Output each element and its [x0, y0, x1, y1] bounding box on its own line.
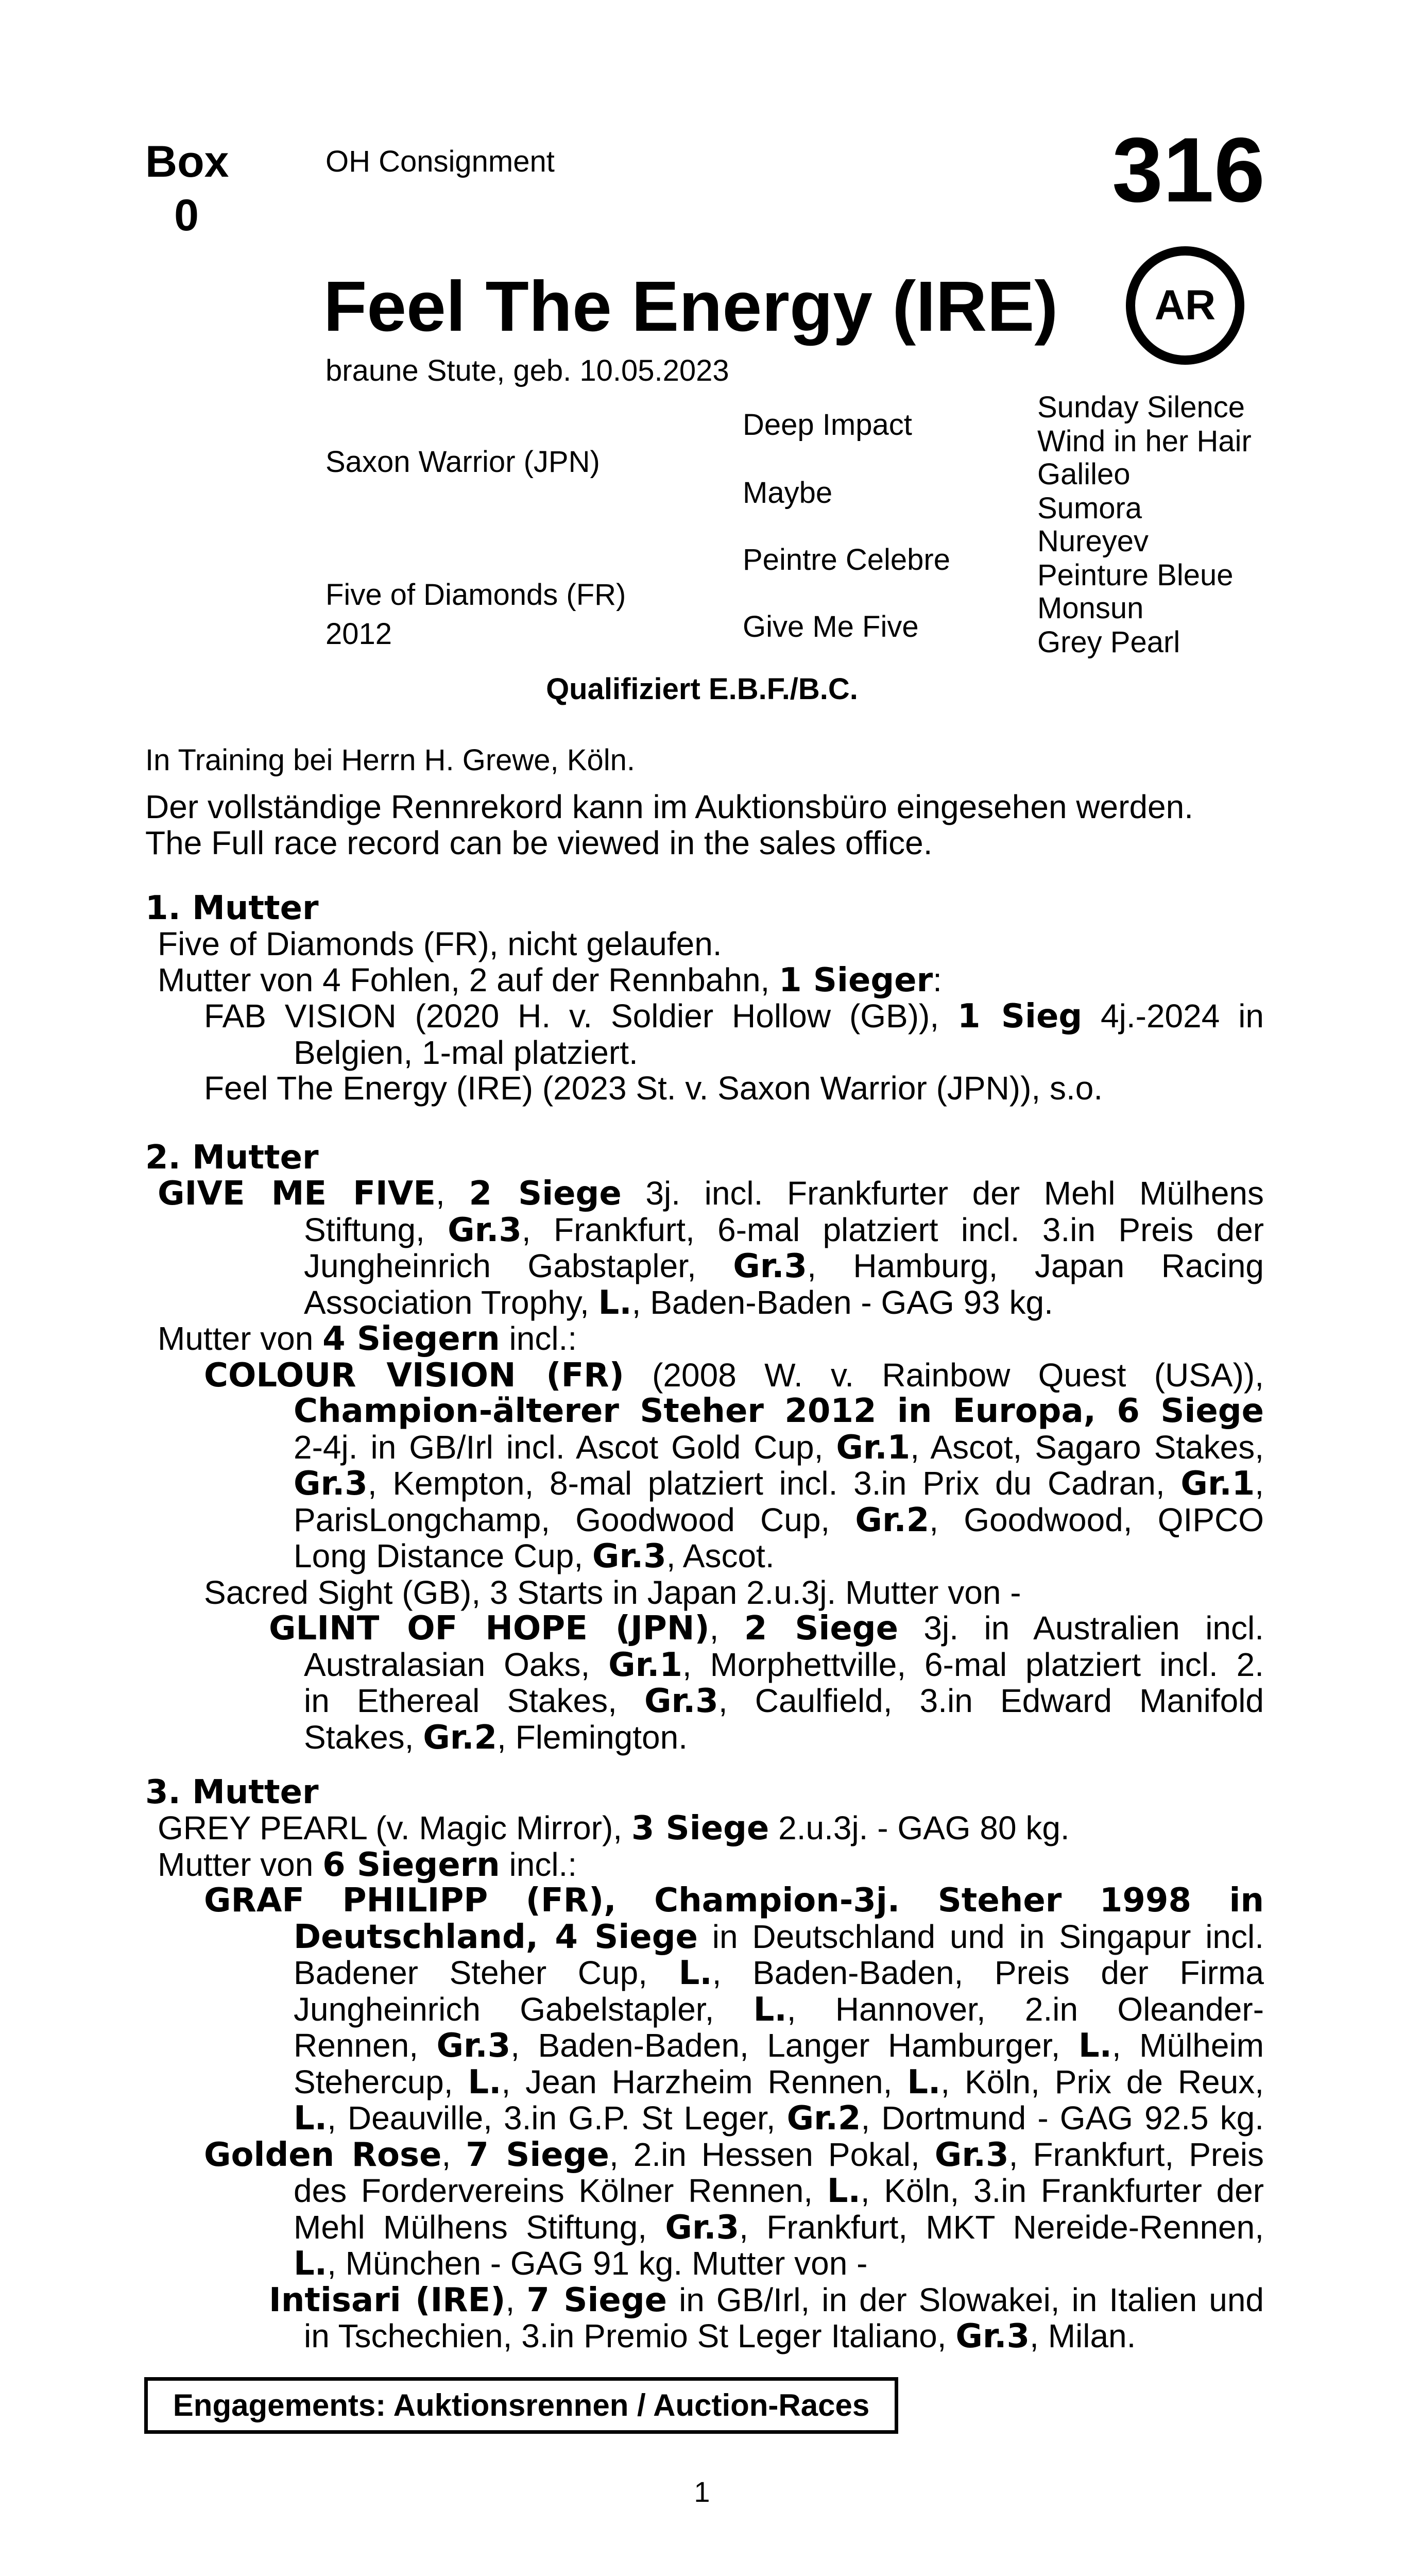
graf-philipp-line-7: L., Deauville, 3.in G.P. St Leger, Gr.2, Dortmund - GAG 92.5 kg. [294, 2099, 1264, 2138]
graf-philipp-line-4: Jungheinrich Gabelstapler, L., Hannover, 2.in Oleander- [294, 1990, 1264, 2029]
training-note: In Training bei Herrn H. Grewe, Köln. [145, 743, 635, 777]
pedigree-ggp-8: Grey Pearl [1037, 625, 1180, 659]
horse-name: Feel The Energy (IRE) [323, 267, 1058, 346]
graf-philipp-line-3: Badener Steher Cup, L., Baden-Baden, Preis der Firma [294, 1954, 1264, 1992]
second-dam-section [145, 1140, 1264, 1756]
colour-vision-line-6: Long Distance Cup, Gr.3, Ascot. [294, 1537, 775, 1575]
first-dam-section [145, 890, 1264, 1107]
pedigree-sire-sire: Deep Impact [743, 408, 912, 442]
intisari-line-2: in Tschechien, 3.in Premio St Leger Italiano, Gr.3, Milan. [304, 2317, 1136, 2355]
pedigree-ggp-4: Sumora [1037, 492, 1142, 525]
graf-philipp-line-1: GRAF PHILIPP (FR), Champion-3j. Steher 1998 in [204, 1882, 1264, 1920]
graf-philipp-line-6: Stehercup, L., Jean Harzheim Rennen, L., Köln, Prix de Reux, [294, 2063, 1264, 2102]
give-me-five-line-2: Stiftung, Gr.3, Frankfurt, 6-mal platziert incl. 3.in Preis der [304, 1211, 1264, 1249]
pedigree-dam: Five of Diamonds (FR) [326, 578, 626, 612]
consignor: OH Consignment [326, 145, 555, 178]
give-me-five-line-4: Association Trophy, L., Baden-Baden - GAG 93 kg. [304, 1283, 1053, 1322]
pedigree-ggp-7: Monsun [1037, 591, 1144, 625]
glint-of-hope-line-4: Stakes, Gr.2, Flemington. [304, 1718, 688, 1757]
second-dam-heading: 2. Mutter [145, 1139, 319, 1177]
qualification: Qualifiziert E.B.F./B.C. [546, 672, 858, 706]
third-dam-section [145, 1774, 1264, 2355]
golden-rose-line-3: Mehl Mülhens Stiftung, Gr.3, Frankfurt, MKT Nereide-Rennen, [294, 2208, 1264, 2247]
horse-description: braune Stute, geb. 10.05.2023 [326, 354, 729, 387]
pedigree-dam-sire: Peintre Celebre [743, 543, 950, 577]
colour-vision-line-1: COLOUR VISION (FR) (2008 W. v. Rainbow Quest (USA)), [204, 1356, 1264, 1395]
sacred-sight-line: Sacred Sight (GB), 3 Starts in Japan 2.u.3j. Mutter von - [204, 1573, 1021, 1611]
first-dam-produce: Mutter von 4 Fohlen, 2 auf der Rennbahn, 1 Sieger: [158, 961, 942, 999]
offspring-fab-vision-cont: Belgien, 1-mal platziert. [294, 1033, 638, 1071]
colour-vision-line-4: Gr.3, Kempton, 8-mal platziert incl. 3.in Prix du Cadran, Gr.1, [294, 1465, 1264, 1503]
glint-of-hope-line-1: GLINT OF HOPE (JPN), 2 Siege 3j. in Australien incl. [269, 1609, 1264, 1648]
glint-of-hope-line-2: Australasian Oaks, Gr.1, Morphettville, 6-mal platziert incl. 2. [304, 1646, 1264, 1684]
pedigree-ggp-6: Peinture Bleue [1037, 558, 1234, 592]
first-dam-heading: 1. Mutter [145, 889, 319, 927]
record-note-de: Der vollständige Rennrekord kann im Auktionsbüro eingesehen werden. [145, 788, 1193, 825]
pedigree-ggp-3: Galileo [1037, 457, 1131, 491]
first-dam-line: Five of Diamonds (FR), nicht gelaufen. [158, 925, 722, 962]
pedigree-ggp-1: Sunday Silence [1037, 391, 1245, 424]
box-label [145, 135, 228, 242]
page-number: 1 [694, 2476, 710, 2508]
golden-rose-line-1: Golden Rose, 7 Siege, 2.in Hessen Pokal, Gr.3, Frankfurt, Preis [204, 2136, 1264, 2174]
intisari-line-1: Intisari (IRE), 7 Siege in GB/Irl, in der Slowakei, in Italien und [269, 2281, 1264, 2319]
colour-vision-line-3: 2-4j. in GB/Irl incl. Ascot Gold Cup, Gr.1, Ascot, Sagaro Stakes, [294, 1428, 1264, 1467]
colour-vision-line-2: Champion-älterer Steher 2012 in Europa, 6 Siege [294, 1392, 1264, 1430]
golden-rose-line-4: L., München - GAG 91 kg. Mutter von - [294, 2245, 868, 2283]
third-dam-heading: 3. Mutter [145, 1773, 319, 1811]
grey-pearl-line: GREY PEARL (v. Magic Mirror), 3 Siege 2.u.3j. - GAG 80 kg. [158, 1809, 1070, 1848]
box-text: Box [145, 137, 229, 187]
pedigree-dam-dam: Give Me Five [743, 610, 919, 643]
pedigree-ggp-5: Nureyev [1037, 524, 1149, 558]
pedigree-dam-year: 2012 [326, 617, 392, 651]
give-me-five-line-1: GIVE ME FIVE, 2 Siege 3j. incl. Frankfurter der Mehl Mülhens [158, 1175, 1264, 1213]
box-number: 0 [174, 191, 199, 240]
engagements-box: Engagements: Auktionsrennen / Auction-Races [144, 2377, 898, 2434]
glint-of-hope-line-3: in Ethereal Stakes, Gr.3, Caulfield, 3.in Edward Manifold [304, 1682, 1264, 1720]
graf-philipp-line-5: Rennen, Gr.3, Baden-Baden, Langer Hamburger, L., Mülheim [294, 2027, 1264, 2065]
graf-philipp-line-2: Deutschland, 4 Siege in Deutschland und in Singapur incl. [294, 1918, 1264, 1956]
ar-badge: AR [1126, 246, 1244, 365]
pedigree-ggp-2: Wind in her Hair [1037, 425, 1252, 458]
record-note-en: The Full race record can be viewed in the sales office. [145, 824, 933, 861]
pedigree-sire-dam: Maybe [743, 476, 833, 510]
golden-rose-line-2: des Fordervereins Kölner Rennen, L., Köln, 3.in Frankfurter der [294, 2172, 1264, 2210]
colour-vision-line-5: ParisLongchamp, Goodwood Cup, Gr.2, Goodwood, QIPCO [294, 1501, 1264, 1539]
offspring-fab-vision: FAB VISION (2020 H. v. Soldier Hollow (GB)), 1 Sieg 4j.-2024 in [204, 997, 1264, 1036]
second-dam-produce: Mutter von 4 Siegern incl.: [158, 1320, 577, 1358]
offspring-feel-the-energy: Feel The Energy (IRE) (2023 St. v. Saxon Warrior (JPN)), s.o. [204, 1070, 1103, 1107]
third-dam-produce: Mutter von 6 Siegern incl.: [158, 1845, 577, 1884]
lot-number: 316 [1112, 118, 1265, 221]
give-me-five-line-3: Jungheinrich Gabstapler, Gr.3, Hamburg, Japan Racing [304, 1247, 1264, 1285]
pedigree-sire: Saxon Warrior (JPN) [326, 445, 600, 479]
